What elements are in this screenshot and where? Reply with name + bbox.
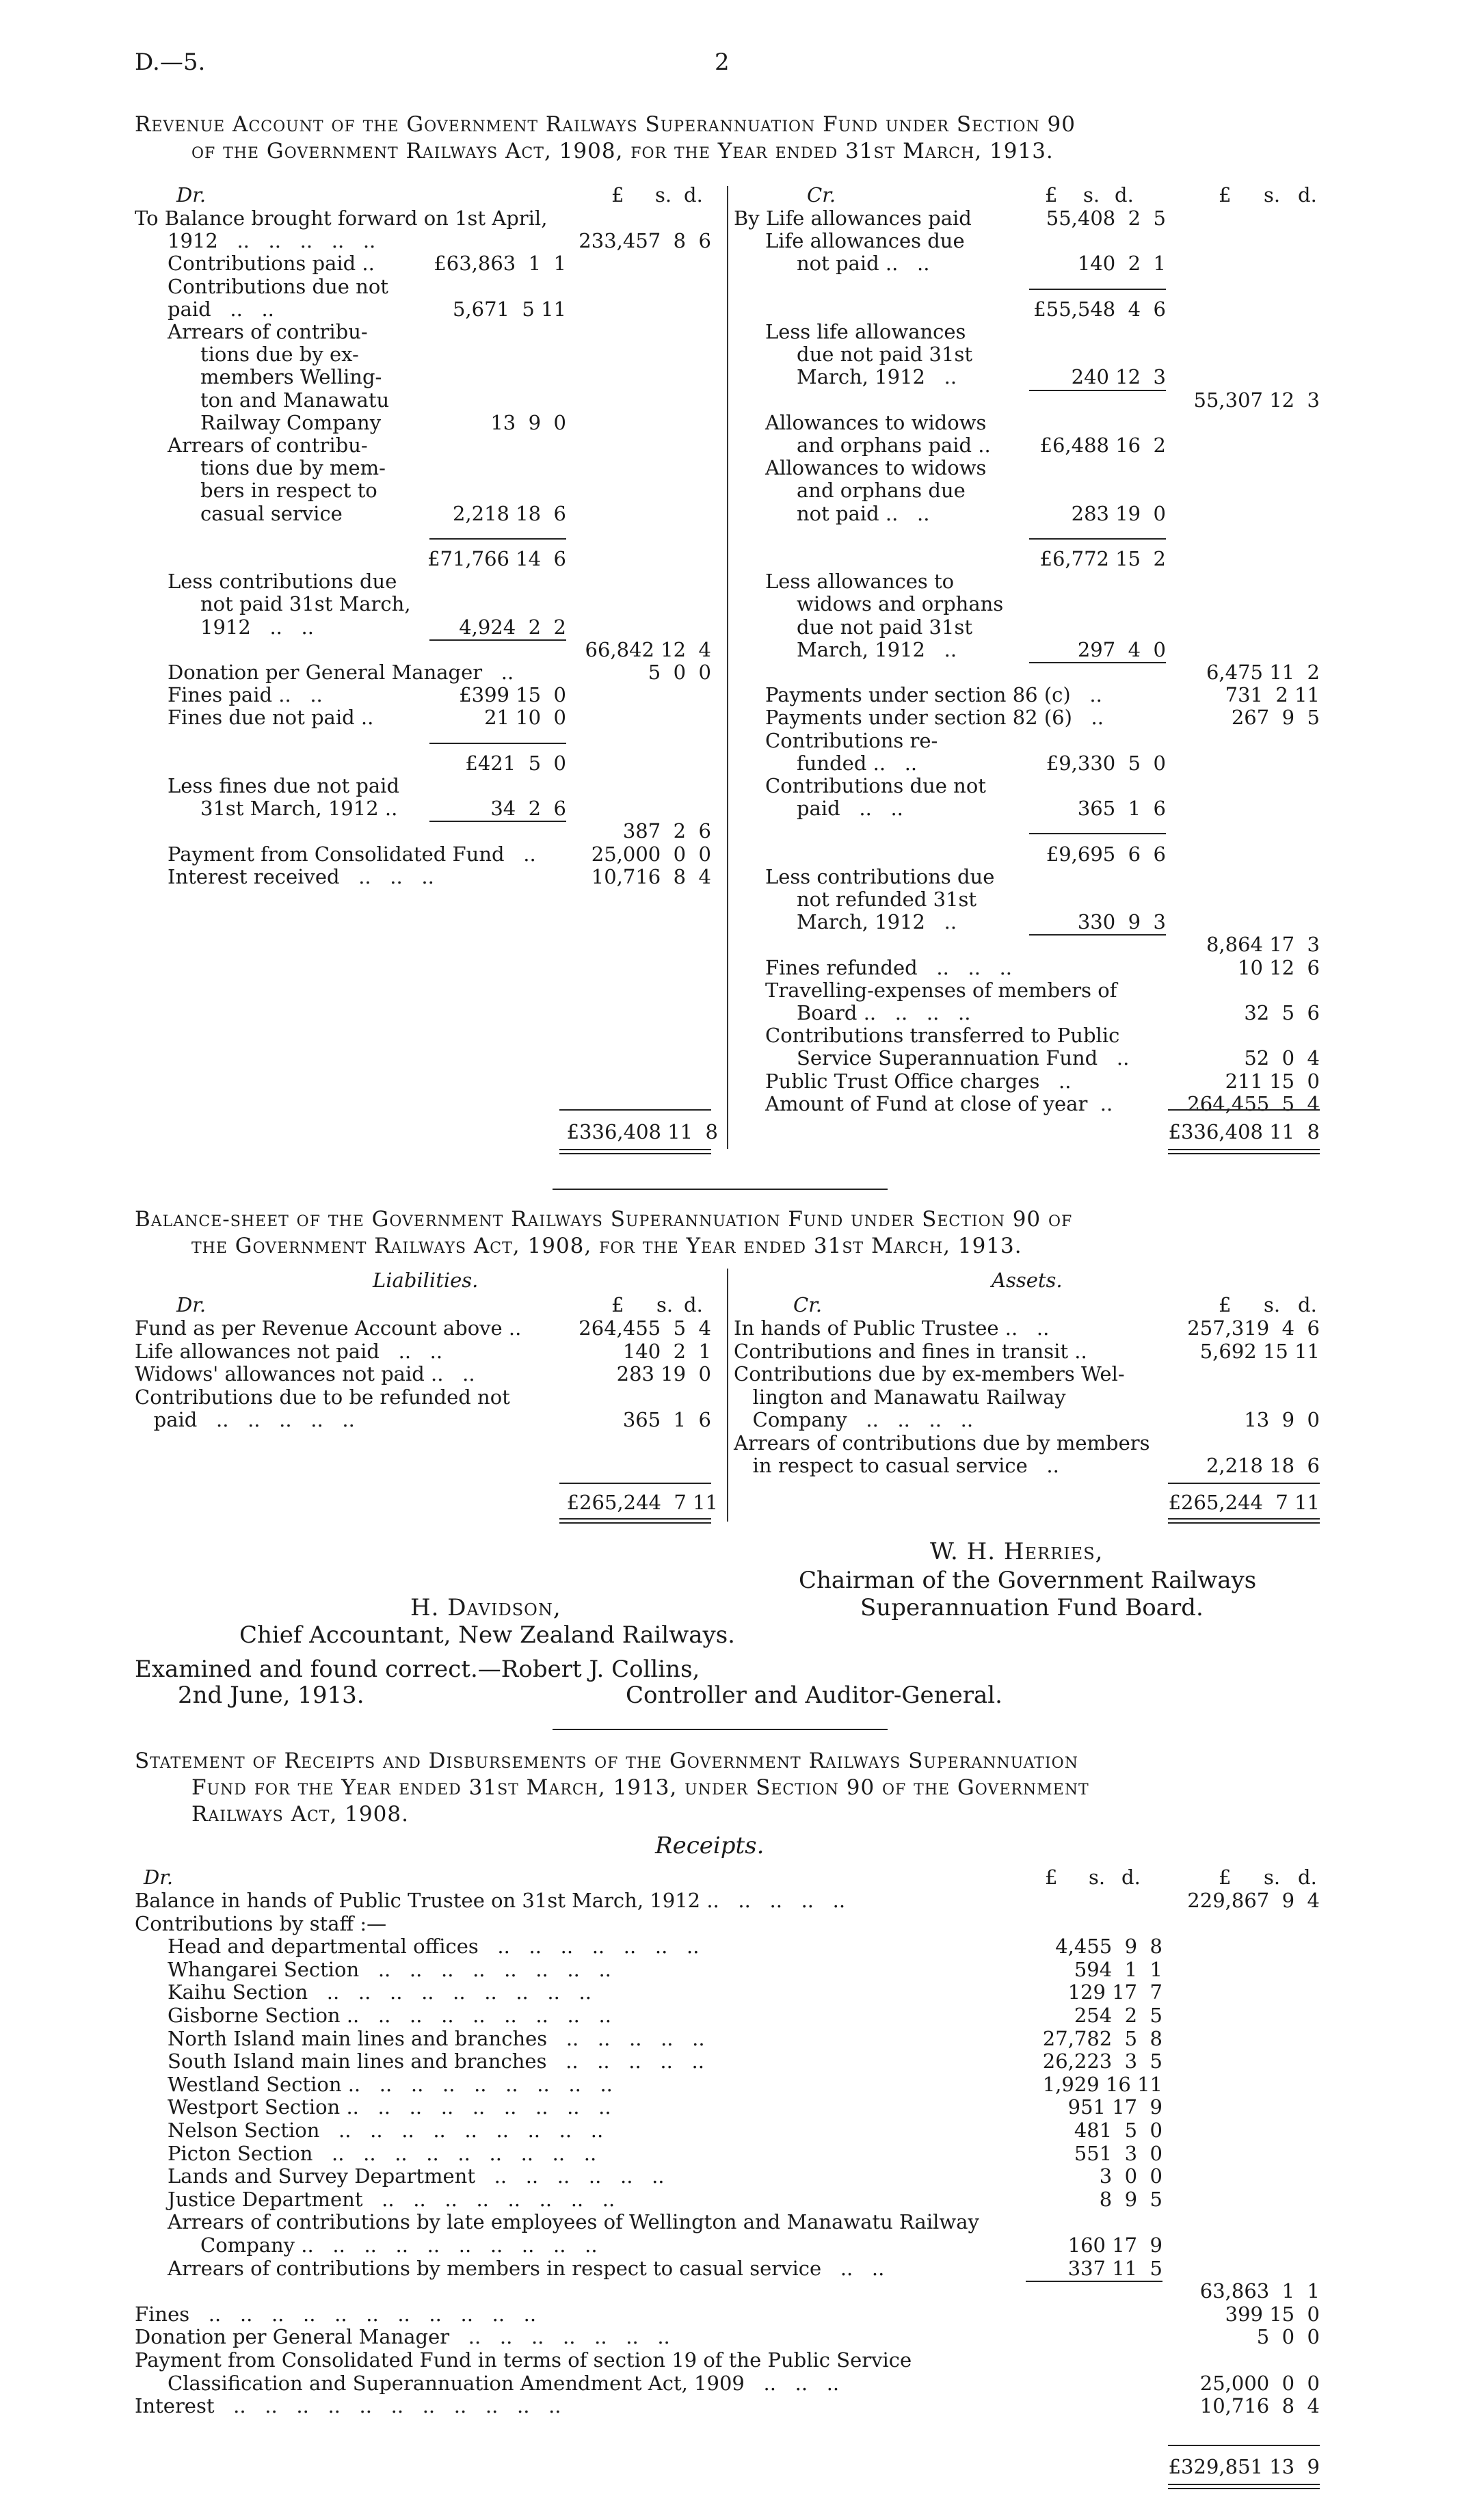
- revenue-credit-subvalue: 55,408 2 5: [1046, 207, 1166, 230]
- balance-liability-value: 365 1 6: [622, 1408, 711, 1431]
- balance-asset-value: 257,319 4 6: [1187, 1316, 1320, 1340]
- statement-row-subvalue: 129 17 7: [1067, 1980, 1162, 2004]
- revenue-credit-label: and orphans paid ..: [797, 434, 991, 457]
- balance-liabilities-label: Liabilities.: [373, 1269, 479, 1292]
- revenue-credit-label: widows and orphans: [797, 592, 1004, 616]
- revenue-debit-subtotal-rule: [429, 821, 566, 822]
- statement-row-subvalue: 254 2 5: [1074, 2004, 1162, 2027]
- balance-liability-label: paid .. .. .. .. ..: [135, 1408, 355, 1431]
- balance-total-right: £265,244 7 11: [1168, 1491, 1320, 1514]
- balance-liability-label: Contributions due to be refunded not: [135, 1385, 510, 1409]
- balance-asset-value: 5,692 15 11: [1199, 1339, 1320, 1363]
- revenue-credit-label: March, 1912 ..: [797, 637, 957, 661]
- statement-row-label: North Island main lines and branches .. .. .. .. ..: [168, 2026, 705, 2050]
- rev-right-d-head1: d.: [1115, 183, 1134, 207]
- revenue-credit-label: funded .. ..: [797, 751, 918, 775]
- revenue-debit-label: not paid 31st March,: [200, 592, 411, 616]
- revenue-credit-label: Contributions transferred to Public: [765, 1024, 1120, 1048]
- revenue-credit-label: Less allowances to: [765, 570, 955, 594]
- statement-row-subvalue: 1,929 16 11: [1042, 2072, 1162, 2096]
- revenue-credit-subvalue: £9,330 5 0: [1046, 751, 1166, 775]
- revenue-debit-label: Donation per General Manager ..: [168, 661, 514, 684]
- revenue-total-double-rule-right: [1168, 1149, 1320, 1154]
- revenue-debit-value: 25,000 0 0: [591, 842, 711, 866]
- statement-title-line3: Railways Act, 1908.: [191, 1802, 409, 1827]
- revenue-credit-label: Less contributions due: [765, 864, 995, 888]
- statement-title-line2: Fund for the Year ended 31st March, 1913, under Section 90 of the Government: [191, 1775, 1089, 1800]
- stmt-s-head2: s.: [1264, 1866, 1281, 1889]
- revenue-credit-value: 32 5 6: [1244, 1001, 1320, 1024]
- revenue-debit-label: paid .. ..: [168, 297, 274, 321]
- statement-row-subvalue: 26,223 3 5: [1042, 2050, 1162, 2073]
- balance-liability-label: Fund as per Revenue Account above ..: [135, 1316, 522, 1340]
- revenue-credit-subtotal-rule: [1029, 934, 1166, 936]
- herries-title-line1: Chairman of the Government Railways: [799, 1567, 1257, 1594]
- revenue-debit-value: 233,457 8 6: [579, 229, 711, 253]
- balance-asset-label: in respect to casual service ..: [734, 1454, 1059, 1477]
- statement-row-value: 10,716 8 4: [1199, 2394, 1320, 2418]
- revenue-credit-label: Less life allowances: [765, 320, 966, 343]
- statement-row-label: Kaihu Section .. .. .. .. .. .. .. .. ..: [168, 1980, 592, 2004]
- revenue-debit-label: 31st March, 1912 ..: [200, 797, 398, 821]
- revenue-debit-label: casual service: [200, 501, 343, 525]
- revenue-debit-subvalue: 21 10 0: [484, 706, 566, 730]
- balance-asset-label: In hands of Public Trustee .. ..: [734, 1316, 1050, 1340]
- statement-title-line1: Statement of Receipts and Disbursements of the Government Railways Superannuation: [135, 1749, 1078, 1773]
- balance-liability-value: 264,455 5 4: [579, 1316, 711, 1340]
- revenue-credit-label: Public Trust Office charges ..: [765, 1069, 1072, 1093]
- page-number: 2: [715, 49, 730, 76]
- statement-row-label: Fines .. .. .. .. .. .. .. .. .. .. ..: [135, 2302, 537, 2326]
- revenue-credit-label: Amount of Fund at close of year ..: [765, 1091, 1113, 1115]
- herries-title-line2: Superannuation Fund Board.: [860, 1594, 1204, 1621]
- revenue-debit-value: 66,842 12 4: [585, 637, 711, 661]
- bal-right-pound-head: £: [1219, 1293, 1232, 1316]
- balance-liability-label: Life allowances not paid .. ..: [135, 1339, 443, 1363]
- revenue-credit-subtotal-rule: [1029, 538, 1166, 540]
- statement-row-value: 25,000 0 0: [1199, 2371, 1320, 2395]
- revenue-credit-label: Life allowances due: [765, 229, 965, 253]
- revenue-credit-value: 55,307 12 3: [1193, 388, 1320, 412]
- rev-right-d-head2: d.: [1298, 183, 1317, 207]
- rev-right-s-head2: s.: [1264, 183, 1281, 207]
- revenue-debit-subvalue: £63,863 1 1: [434, 252, 566, 276]
- statement-row-label: Westland Section .. .. .. .. .. .. .. .. ..: [168, 2072, 613, 2096]
- balance-asset-value: 2,218 18 6: [1206, 1454, 1320, 1477]
- stmt-s-head1: s.: [1089, 1866, 1106, 1889]
- revenue-credit-subvalue: £9,695 6 6: [1046, 842, 1166, 866]
- balance-total-left: £265,244 7 11: [566, 1491, 718, 1514]
- balance-dr-label: Dr.: [176, 1293, 207, 1316]
- balance-cr-label: Cr.: [793, 1293, 823, 1316]
- statement-receipts-label: Receipts.: [655, 1832, 765, 1859]
- statement-row-label: Balance in hands of Public Trustee on 31st March, 1912 .. .. .. .. ..: [135, 1889, 846, 1912]
- revenue-credit-label: due not paid 31st: [797, 615, 972, 639]
- section-separator-1: [553, 1189, 888, 1190]
- revenue-credit-label: Payments under section 82 (6) ..: [765, 706, 1104, 730]
- statement-row-label: Arrears of contributions by late employees of Wellington and Manawatu Railway: [168, 2210, 979, 2234]
- revenue-credit-label: and orphans due: [797, 479, 966, 503]
- statement-row-subvalue: 27,782 5 8: [1042, 2026, 1162, 2050]
- revenue-column-divider: [727, 186, 728, 1149]
- revenue-credit-label: March, 1912 ..: [797, 365, 957, 389]
- revenue-debit-subtotal-rule: [429, 538, 566, 540]
- examined-date: 2nd June, 1913.: [178, 1682, 364, 1709]
- rev-left-pound-head: £: [611, 183, 624, 207]
- revenue-credit-label: Board .. .. .. ..: [797, 1001, 971, 1024]
- revenue-credit-subvalue: £6,488 16 2: [1039, 434, 1166, 457]
- bal-right-d-head: d.: [1298, 1293, 1317, 1316]
- revenue-credit-label: Contributions due not: [765, 774, 986, 797]
- revenue-total-double-rule-left: [559, 1149, 711, 1154]
- revenue-debit-label: tions due by mem-: [200, 456, 386, 480]
- statement-row-subvalue: 3 0 0: [1099, 2164, 1162, 2188]
- balance-total-rule-left: [559, 1483, 711, 1484]
- balance-total-double-rule-left: [559, 1518, 711, 1524]
- revenue-debit-value: 5 0 0: [648, 661, 711, 684]
- rev-left-s-head: s.: [655, 183, 672, 207]
- statement-row-subvalue: 951 17 9: [1067, 2095, 1162, 2119]
- revenue-debit-subvalue: £399 15 0: [459, 683, 566, 707]
- revenue-title-line2: of the Government Railways Act, 1908, for the Year ended 31st March, 1913.: [191, 139, 1054, 163]
- bal-left-s-head: s.: [656, 1293, 674, 1316]
- revenue-credit-label: Allowances to widows: [765, 456, 987, 480]
- revenue-credit-label: Service Superannuation Fund ..: [797, 1046, 1130, 1070]
- statement-row-subtotal-rule: [1026, 2281, 1162, 2282]
- section-separator-2: [553, 1729, 888, 1730]
- balance-liability-value: 140 2 1: [622, 1339, 711, 1363]
- balance-asset-value: 13 9 0: [1244, 1408, 1320, 1431]
- revenue-credit-value: 731 2 11: [1225, 683, 1320, 707]
- revenue-credit-label: due not paid 31st: [797, 343, 972, 367]
- statement-row-label: Picton Section .. .. .. .. .. .. .. .. ..: [168, 2141, 597, 2165]
- revenue-credit-label: Travelling-expenses of members of: [765, 978, 1117, 1002]
- revenue-credit-value: 8,864 17 3: [1206, 933, 1320, 957]
- statement-row-label: Justice Department .. .. .. .. .. .. .. ..: [168, 2187, 615, 2211]
- statement-row-subvalue: 551 3 0: [1074, 2141, 1162, 2165]
- revenue-debit-label: Less fines due not paid: [168, 774, 400, 797]
- statement-total-rule: [1168, 2445, 1320, 2446]
- statement-row-label: Whangarei Section .. .. .. .. .. .. .. ..: [168, 1957, 611, 1981]
- revenue-credit-subvalue: 330 9 3: [1077, 910, 1166, 934]
- statement-row-label: Westport Section .. .. .. .. .. .. .. .. ..: [168, 2095, 611, 2119]
- herries-signature: W. H. Herries,: [930, 1538, 1104, 1565]
- revenue-credit-value: 52 0 4: [1244, 1046, 1320, 1070]
- statement-row-label: Nelson Section .. .. .. .. .. .. .. .. ..: [168, 2119, 604, 2142]
- rev-left-d-head: d.: [684, 183, 703, 207]
- statement-total-double-rule: [1168, 2484, 1320, 2489]
- revenue-debit-label: Less contributions due: [168, 570, 397, 594]
- revenue-debit-label: Interest received .. .. ..: [168, 864, 434, 888]
- revenue-credit-label: Contributions re-: [765, 728, 938, 752]
- revenue-credit-subvalue: 140 2 1: [1077, 252, 1166, 276]
- examined-statement: Examined and found correct.—Robert J. Collins,: [135, 1656, 700, 1683]
- revenue-credit-label: not paid .. ..: [797, 501, 930, 525]
- statement-row-label: South Island main lines and branches .. .. .. .. ..: [168, 2050, 704, 2073]
- revenue-credit-value: 211 15 0: [1225, 1069, 1320, 1093]
- revenue-credit-label: not paid .. ..: [797, 252, 930, 276]
- revenue-credit-subtotal-rule: [1029, 390, 1166, 391]
- balance-column-divider: [727, 1269, 728, 1522]
- statement-row-label: Arrears of contributions by members in respect to casual service .. ..: [168, 2256, 885, 2280]
- revenue-debit-subvalue: £421 5 0: [465, 751, 566, 775]
- bal-left-d-head: d.: [684, 1293, 703, 1316]
- revenue-debit-label: Arrears of contribu-: [168, 320, 368, 343]
- revenue-debit-label: Arrears of contribu-: [168, 434, 368, 457]
- revenue-total-left: £336,408 11 8: [566, 1120, 718, 1143]
- statement-row-label: Payment from Consolidated Fund in terms of section 19 of the Public Service: [135, 2348, 912, 2372]
- revenue-debit-subtotal-rule: [429, 639, 566, 641]
- revenue-credit-subvalue: 297 4 0: [1077, 637, 1166, 661]
- revenue-debit-label: tions due by ex-: [200, 343, 359, 367]
- revenue-credit-label: not refunded 31st: [797, 888, 977, 911]
- stmt-pound-head2: £: [1219, 1866, 1232, 1889]
- revenue-debit-label: bers in respect to: [200, 479, 377, 503]
- statement-row-subvalue: 4,455 9 8: [1055, 1935, 1162, 1959]
- balance-asset-label: Contributions and fines in transit ..: [734, 1339, 1087, 1363]
- stmt-d-head2: d.: [1298, 1866, 1317, 1889]
- revenue-credit-value: 267 9 5: [1231, 706, 1320, 730]
- rev-right-pound-head1: £: [1045, 183, 1058, 207]
- statement-row-label: Donation per General Manager .. .. .. .. .. .. ..: [135, 2325, 670, 2349]
- revenue-total-rule-right: [1168, 1109, 1320, 1111]
- statement-row-label: Contributions by staff :—: [135, 1911, 387, 1935]
- revenue-credit-subvalue: 240 12 3: [1071, 365, 1166, 389]
- revenue-credit-value: 10 12 6: [1238, 955, 1320, 979]
- statement-row-label: Company .. .. .. .. .. .. .. .. .. ..: [200, 2233, 598, 2257]
- revenue-credit-subvalue: 365 1 6: [1077, 797, 1166, 821]
- revenue-debit-subtotal-rule: [429, 743, 566, 744]
- balance-total-rule-right: [1168, 1483, 1320, 1484]
- statement-row-label: Gisborne Section .. .. .. .. .. .. .. .. ..: [168, 2004, 611, 2027]
- revenue-credit-label: Fines refunded .. .. ..: [765, 955, 1013, 979]
- davidson-signature: H. Davidson,: [410, 1594, 561, 1621]
- revenue-credit-label: paid .. ..: [797, 797, 903, 821]
- balance-liability-value: 283 19 0: [616, 1362, 711, 1385]
- statement-row-subvalue: 481 5 0: [1074, 2119, 1162, 2142]
- revenue-debit-label: members Welling-: [200, 365, 382, 389]
- rev-right-pound-head2: £: [1219, 183, 1232, 207]
- bal-right-s-head: s.: [1264, 1293, 1281, 1316]
- revenue-total-right: £336,408 11 8: [1168, 1120, 1320, 1143]
- statement-row-value: 229,867 9 4: [1187, 1889, 1320, 1912]
- statement-row-value: 5 0 0: [1256, 2325, 1320, 2349]
- balance-title-line2: the Government Railways Act, 1908, for the Year ended 31st March, 1913.: [191, 1234, 1022, 1258]
- statement-row-label: Classification and Superannuation Amendment Act, 1909 .. .. ..: [168, 2371, 840, 2395]
- revenue-debit-label: Fines paid .. ..: [168, 683, 323, 707]
- revenue-debit-subvalue: 2,218 18 6: [452, 501, 566, 525]
- revenue-debit-subvalue: 13 9 0: [490, 410, 566, 434]
- revenue-credit-subvalue: 283 19 0: [1071, 501, 1166, 525]
- revenue-dr-label: Dr.: [176, 183, 207, 207]
- stmt-d-head1: d.: [1121, 1866, 1141, 1889]
- bal-left-pound-head: £: [611, 1293, 624, 1316]
- revenue-debit-label: Contributions due not: [168, 274, 388, 298]
- statement-row-subvalue: 337 11 5: [1067, 2256, 1162, 2280]
- statement-row-value: 63,863 1 1: [1199, 2279, 1320, 2303]
- revenue-credit-label: By Life allowances paid: [734, 207, 972, 230]
- balance-total-double-rule-right: [1168, 1518, 1320, 1524]
- revenue-debit-label: Fines due not paid ..: [168, 706, 374, 730]
- revenue-debit-label: Payment from Consolidated Fund ..: [168, 842, 536, 866]
- revenue-credit-label: Payments under section 86 (c) ..: [765, 683, 1102, 707]
- revenue-debit-value: 10,716 8 4: [591, 864, 711, 888]
- statement-row-label: Head and departmental offices .. .. .. .. .. .. ..: [168, 1935, 700, 1959]
- revenue-credit-value: 6,475 11 2: [1206, 661, 1320, 684]
- stmt-pound-head1: £: [1045, 1866, 1058, 1889]
- revenue-debit-label: 1912 .. .. .. .. ..: [168, 229, 376, 253]
- auditor-title: Controller and Auditor-General.: [626, 1682, 1002, 1709]
- balance-liability-label: Widows' allowances not paid .. ..: [135, 1362, 475, 1385]
- balance-asset-label: Company .. .. .. ..: [734, 1408, 974, 1431]
- balance-asset-label: Arrears of contributions due by members: [734, 1431, 1150, 1455]
- revenue-cr-label: Cr.: [807, 183, 836, 207]
- revenue-credit-subvalue: £55,548 4 6: [1033, 297, 1166, 321]
- statement-total: £329,851 13 9: [1168, 2455, 1320, 2478]
- revenue-debit-label: Railway Company: [200, 410, 382, 434]
- revenue-debit-label: 1912 .. ..: [200, 615, 314, 639]
- revenue-debit-label: To Balance brought forward on 1st April,: [135, 207, 548, 230]
- statement-row-subvalue: 594 1 1: [1074, 1957, 1162, 1981]
- revenue-debit-label: ton and Manawatu: [200, 388, 390, 412]
- davidson-title: Chief Accountant, New Zealand Railways.: [239, 1621, 735, 1649]
- revenue-credit-value: 264,455 5 4: [1187, 1091, 1320, 1115]
- revenue-credit-subtotal-rule: [1029, 662, 1166, 663]
- balance-asset-label: Contributions due by ex-members Wel-: [734, 1362, 1125, 1385]
- revenue-debit-subvalue: 4,924 2 2: [459, 615, 566, 639]
- revenue-credit-subtotal-rule: [1029, 833, 1166, 834]
- statement-dr-label: Dr.: [144, 1866, 174, 1889]
- revenue-title-line1: Revenue Account of the Government Railways Superannuation Fund under Section 90: [135, 112, 1076, 137]
- statement-row-subvalue: 8 9 5: [1099, 2187, 1162, 2211]
- revenue-credit-label: Allowances to widows: [765, 410, 987, 434]
- revenue-total-rule-left: [559, 1109, 711, 1111]
- rev-right-s-head1: s.: [1083, 183, 1100, 207]
- statement-row-value: 399 15 0: [1225, 2302, 1320, 2326]
- statement-row-label: Lands and Survey Department .. .. .. .. .. ..: [168, 2164, 665, 2188]
- revenue-credit-label: March, 1912 ..: [797, 910, 957, 934]
- balance-title-line1: Balance-sheet of the Government Railways Superannuation Fund under Section 90 of: [135, 1207, 1073, 1232]
- revenue-debit-label: Contributions paid ..: [168, 252, 375, 276]
- revenue-credit-subvalue: £6,772 15 2: [1039, 547, 1166, 570]
- revenue-credit-subtotal-rule: [1029, 289, 1166, 290]
- revenue-debit-subvalue: £71,766 14 6: [427, 547, 566, 570]
- revenue-debit-subvalue: 34 2 6: [490, 797, 566, 821]
- page-ref: D.—5.: [135, 49, 206, 76]
- balance-assets-label: Assets.: [992, 1269, 1063, 1292]
- statement-row-subvalue: 160 17 9: [1067, 2233, 1162, 2257]
- balance-asset-label: lington and Manawatu Railway: [734, 1385, 1066, 1409]
- revenue-debit-subvalue: 5,671 5 11: [452, 297, 566, 321]
- statement-row-label: Interest .. .. .. .. .. .. .. .. .. .. ..: [135, 2394, 561, 2418]
- revenue-debit-value: 387 2 6: [622, 819, 711, 843]
